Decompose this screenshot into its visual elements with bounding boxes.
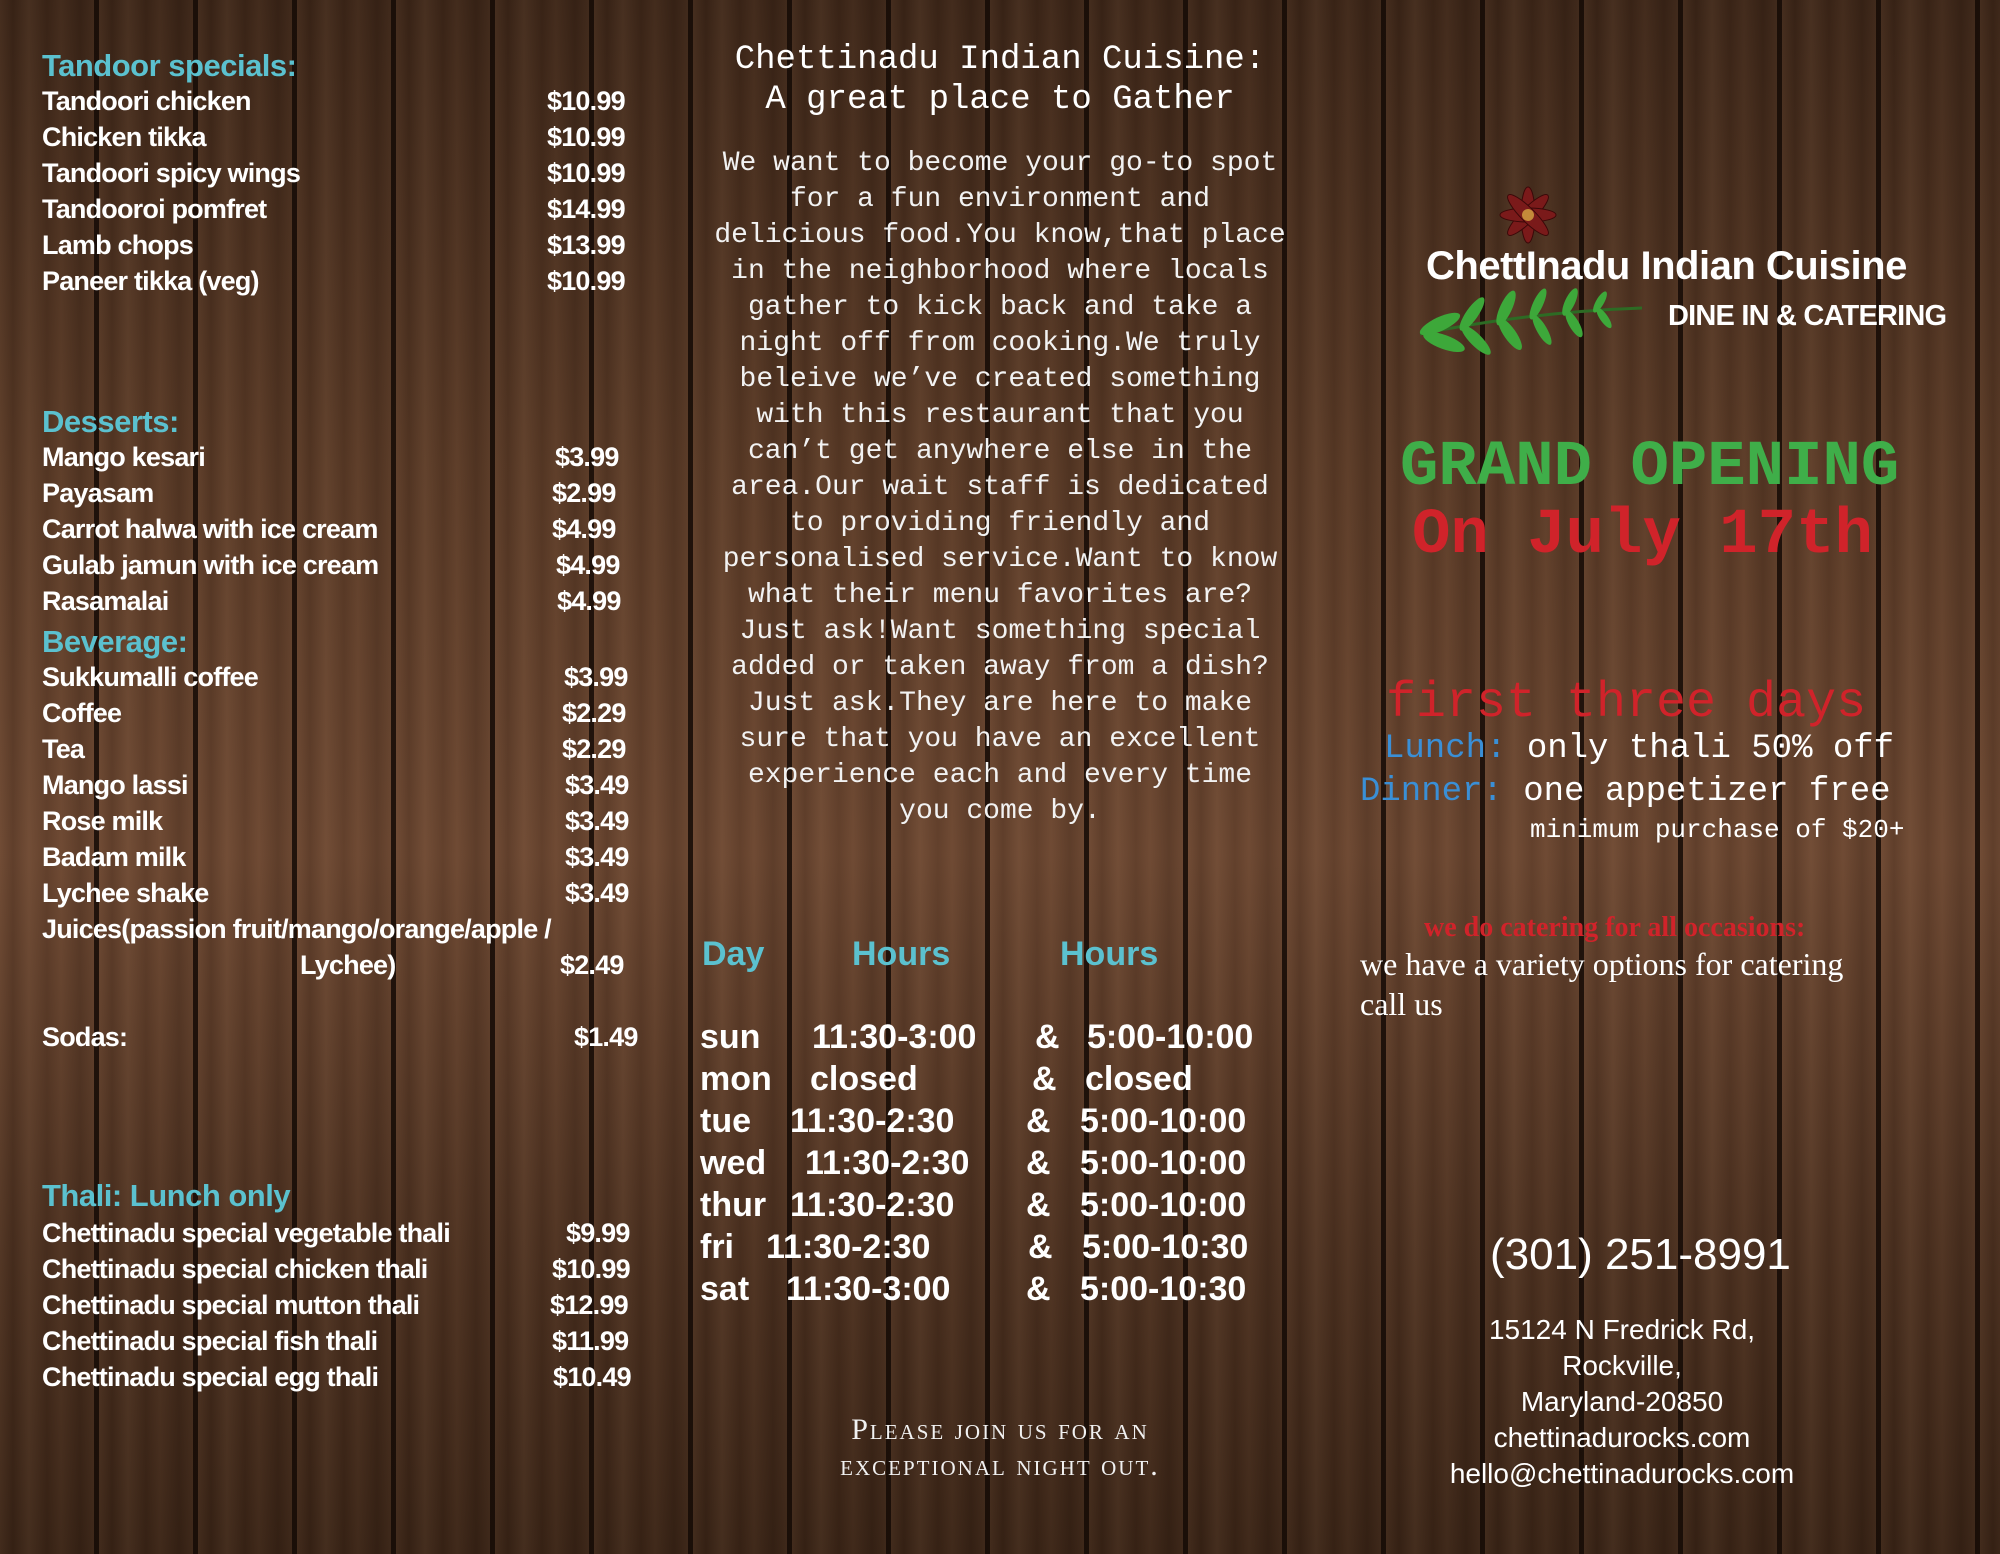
about-title <box>660 40 1340 120</box>
item-price: $2.29 <box>562 734 626 764</box>
item-name: Chettinadu special vegetable thali <box>42 1218 450 1248</box>
item-name: Chicken tikka <box>42 122 206 152</box>
hours-day: sun <box>700 1018 761 1056</box>
list-item <box>42 514 642 550</box>
list-item <box>42 586 642 622</box>
list-item-juices <box>42 914 642 986</box>
list-item <box>42 698 642 734</box>
item-name: Tandoori chicken <box>42 86 251 116</box>
hours-lunch: 11:30-2:30 <box>790 1102 955 1140</box>
curry-leaf-logo-icon <box>1410 282 1650 362</box>
hours-row <box>700 1144 1320 1186</box>
hours-dinner: 5:00-10:30 <box>1082 1228 1249 1266</box>
about-body-line: can’t get anywhere else in the <box>747 436 1253 467</box>
item-name: Tandooroi pomfret <box>42 194 267 224</box>
item-price: $2.99 <box>552 478 616 508</box>
list-item <box>42 478 642 514</box>
promo-title: first three days <box>1386 675 1867 732</box>
item-name: Lamb chops <box>42 230 194 260</box>
about-body-line: delicious food.You know,that place <box>714 220 1286 251</box>
hours-day: tue <box>700 1102 751 1140</box>
about-body-line: area.Our wait staff is dedicated <box>731 472 1269 503</box>
item-price: $3.99 <box>555 442 619 472</box>
item-price: $2.49 <box>560 950 624 980</box>
list-item <box>42 662 642 698</box>
about-body-line: for a fun environment and <box>789 184 1211 215</box>
item-price: $9.99 <box>566 1218 630 1248</box>
hours-separator: & <box>1035 1018 1060 1056</box>
hours-separator: & <box>1026 1144 1051 1182</box>
item-price: $13.99 <box>547 230 625 260</box>
address-line: Rockville, <box>1562 1350 1682 1381</box>
list-item <box>42 550 642 586</box>
item-name: Chettinadu special chicken thali <box>42 1254 428 1284</box>
item-name: Carrot halwa with ice cream <box>42 514 378 544</box>
list-item <box>42 122 642 158</box>
list-item <box>42 266 642 302</box>
promo-dinner-text: one appetizer free <box>1523 773 1891 811</box>
hours-dinner: 5:00-10:00 <box>1080 1144 1247 1182</box>
hours-header-dinner: Hours <box>1060 935 1159 973</box>
item-price: $14.99 <box>547 194 625 224</box>
beverage-title: Beverage: <box>42 624 188 659</box>
item-price: $3.49 <box>565 878 629 908</box>
item-name: Lychee shake <box>42 878 209 908</box>
about-body-line: personalised service.Want to know <box>722 544 1278 575</box>
item-name: Rose milk <box>42 806 163 836</box>
hours-dinner: 5:00-10:00 <box>1080 1102 1247 1140</box>
item-price: $10.99 <box>552 1254 630 1284</box>
brand-name: ChettInadu Indian Cuisine <box>1426 244 1907 288</box>
hours-separator: & <box>1026 1270 1051 1308</box>
about-title-line: Chettinadu Indian Cuisine: <box>734 41 1266 79</box>
hours-header-day: Day <box>702 935 765 973</box>
about-body-line: beleive we’ve created something <box>739 364 1261 395</box>
list-item <box>42 1218 642 1254</box>
about-body-line: to providing friendly and <box>789 508 1211 539</box>
hours-lunch: 11:30-2:30 <box>790 1186 955 1224</box>
info-panel <box>1340 0 2000 1554</box>
about-title-line: A great place to Gather <box>765 81 1235 119</box>
list-item <box>42 194 642 230</box>
hours-dinner: closed <box>1085 1060 1193 1098</box>
item-price: $3.49 <box>565 842 629 872</box>
hours-row <box>700 1270 1320 1312</box>
hours-lunch: 11:30-2:30 <box>766 1228 931 1266</box>
address-block <box>1340 1312 1904 1492</box>
item-name: Payasam <box>42 478 154 508</box>
catering-title: we do catering for all occasions: <box>1424 912 1806 943</box>
closing-message <box>660 1412 1340 1484</box>
item-price: $3.49 <box>565 806 629 836</box>
list-item <box>42 230 642 266</box>
hours-day: thur <box>700 1186 767 1224</box>
item-price: $2.29 <box>562 698 626 728</box>
about-body-line: sure that you have an excellent <box>739 724 1261 755</box>
list-item <box>42 86 642 122</box>
item-price: $1.49 <box>574 1022 638 1052</box>
item-price: $10.99 <box>547 122 625 152</box>
item-price: $10.49 <box>553 1362 631 1392</box>
hours-header-lunch: Hours <box>852 935 951 973</box>
item-name: Tea <box>42 734 85 764</box>
tandoor-specials-title: Tandoor specials: <box>42 48 297 83</box>
about-body-line: night off from cooking.We truly <box>739 328 1261 359</box>
about-body-line: added or taken away from a dish? <box>731 652 1269 683</box>
catering-line: call us <box>1360 986 1443 1022</box>
item-price: $3.49 <box>565 770 629 800</box>
item-name: Paneer tikka (veg) <box>42 266 259 296</box>
hours-separator: & <box>1032 1060 1057 1098</box>
list-item <box>42 806 642 842</box>
closing-line: Please join us for an <box>851 1413 1149 1446</box>
item-name: Chettinadu special mutton thali <box>42 1290 420 1320</box>
about-body-line: what their menu favorites are? <box>747 580 1253 611</box>
thali-title: Thali: Lunch only <box>42 1178 291 1213</box>
hours-day: wed <box>700 1144 767 1182</box>
hours-separator: & <box>1028 1228 1053 1266</box>
hours-row <box>700 1018 1320 1060</box>
item-price: $4.99 <box>557 586 621 616</box>
about-body-line: experience each and every time <box>747 760 1253 791</box>
website-link[interactable]: chettinadurocks.com <box>1493 1422 1751 1453</box>
catering-line: we have a variety options for catering <box>1360 946 1844 982</box>
brand-tagline: DINE IN & CATERING <box>1668 300 1947 332</box>
star-anise-logo-icon <box>1468 180 1588 250</box>
promo-lunch <box>1384 730 1894 768</box>
item-name: Rasamalai <box>42 586 169 616</box>
hours-lunch: 11:30-2:30 <box>805 1144 970 1182</box>
list-item-sodas <box>42 1022 642 1058</box>
list-item <box>42 1254 642 1290</box>
item-price: $4.99 <box>552 514 616 544</box>
list-item <box>42 734 642 770</box>
about-body-line: Just ask!Want something special <box>739 616 1261 647</box>
hours-day: fri <box>700 1228 734 1266</box>
opening-date: On July 17th <box>1412 500 1873 572</box>
list-item <box>42 442 642 478</box>
list-item <box>42 1326 642 1362</box>
item-price: $10.99 <box>547 86 625 116</box>
list-item <box>42 842 642 878</box>
item-name: Chettinadu special fish thali <box>42 1326 378 1356</box>
address-line: 15124 N Fredrick Rd, <box>1488 1314 1756 1345</box>
hours-day: mon <box>700 1060 772 1098</box>
about-body-line: in the neighborhood where locals <box>731 256 1269 287</box>
min-purchase-note: minimum purchase of $20+ <box>1530 815 1905 845</box>
item-name: Chettinadu special egg thali <box>42 1362 379 1392</box>
about-body-line: with this restaurant that you <box>756 400 1244 431</box>
item-name: Coffee <box>42 698 122 728</box>
about-body-line: you come by. <box>899 796 1101 827</box>
item-name: Mango kesari <box>42 442 205 472</box>
list-item <box>42 158 642 194</box>
item-name: Mango lassi <box>42 770 188 800</box>
list-item <box>42 770 642 806</box>
promo-dinner-label: Dinner: <box>1360 773 1503 811</box>
item-name: Sodas: <box>42 1022 128 1052</box>
about-panel <box>660 0 1340 1554</box>
hours-day: sat <box>700 1270 750 1308</box>
hours-lunch: closed <box>810 1060 918 1098</box>
promo-lunch-text: only thali 50% off <box>1526 730 1895 768</box>
address-line: Maryland-20850 <box>1520 1386 1724 1417</box>
hours-lunch: 11:30-3:00 <box>786 1270 951 1308</box>
closing-line: exceptional night out. <box>840 1449 1160 1482</box>
item-name: Sukkumalli coffee <box>42 662 258 692</box>
item-price: $4.99 <box>556 550 620 580</box>
grand-opening-title: GRAND OPENING <box>1400 432 1900 504</box>
item-name: Badam milk <box>42 842 186 872</box>
about-body-line: Just ask.They are here to make <box>747 688 1253 719</box>
promo-lunch-label: Lunch: <box>1384 730 1507 768</box>
promo-dinner <box>1360 773 1891 811</box>
hours-separator: & <box>1026 1186 1051 1224</box>
item-price: $11.99 <box>552 1326 629 1356</box>
item-name: Gulab jamun with ice cream <box>42 550 379 580</box>
item-name: Juices(passion fruit/mango/orange/apple / <box>42 914 551 944</box>
item-price: $10.99 <box>547 158 625 188</box>
hours-row <box>700 1186 1320 1228</box>
hours-dinner: 5:00-10:30 <box>1080 1270 1247 1308</box>
hours-lunch: 11:30-3:00 <box>812 1018 977 1056</box>
hours-dinner: 5:00-10:00 <box>1087 1018 1254 1056</box>
list-item <box>42 1290 642 1326</box>
item-price: $3.99 <box>564 662 628 692</box>
phone-number[interactable]: (301) 251-8991 <box>1490 1230 1791 1279</box>
list-item <box>42 878 642 914</box>
list-item <box>42 1362 642 1398</box>
hours-row <box>700 1228 1320 1270</box>
email-link[interactable]: hello@chettinadurocks.com <box>1449 1458 1795 1489</box>
about-body-line: We want to become your go-to spot <box>722 148 1278 179</box>
about-body-line: gather to kick back and take a <box>747 292 1253 323</box>
hours-row <box>700 1102 1320 1144</box>
hours-separator: & <box>1026 1102 1051 1140</box>
item-name-continued: Lychee) <box>300 950 396 980</box>
about-body <box>660 146 1340 830</box>
hours-dinner: 5:00-10:00 <box>1080 1186 1247 1224</box>
desserts-title: Desserts: <box>42 404 179 439</box>
hours-row <box>700 1060 1320 1102</box>
item-price: $10.99 <box>547 266 625 296</box>
item-name: Tandoori spicy wings <box>42 158 301 188</box>
item-price: $12.99 <box>550 1290 628 1320</box>
menu-panel <box>0 0 660 1554</box>
